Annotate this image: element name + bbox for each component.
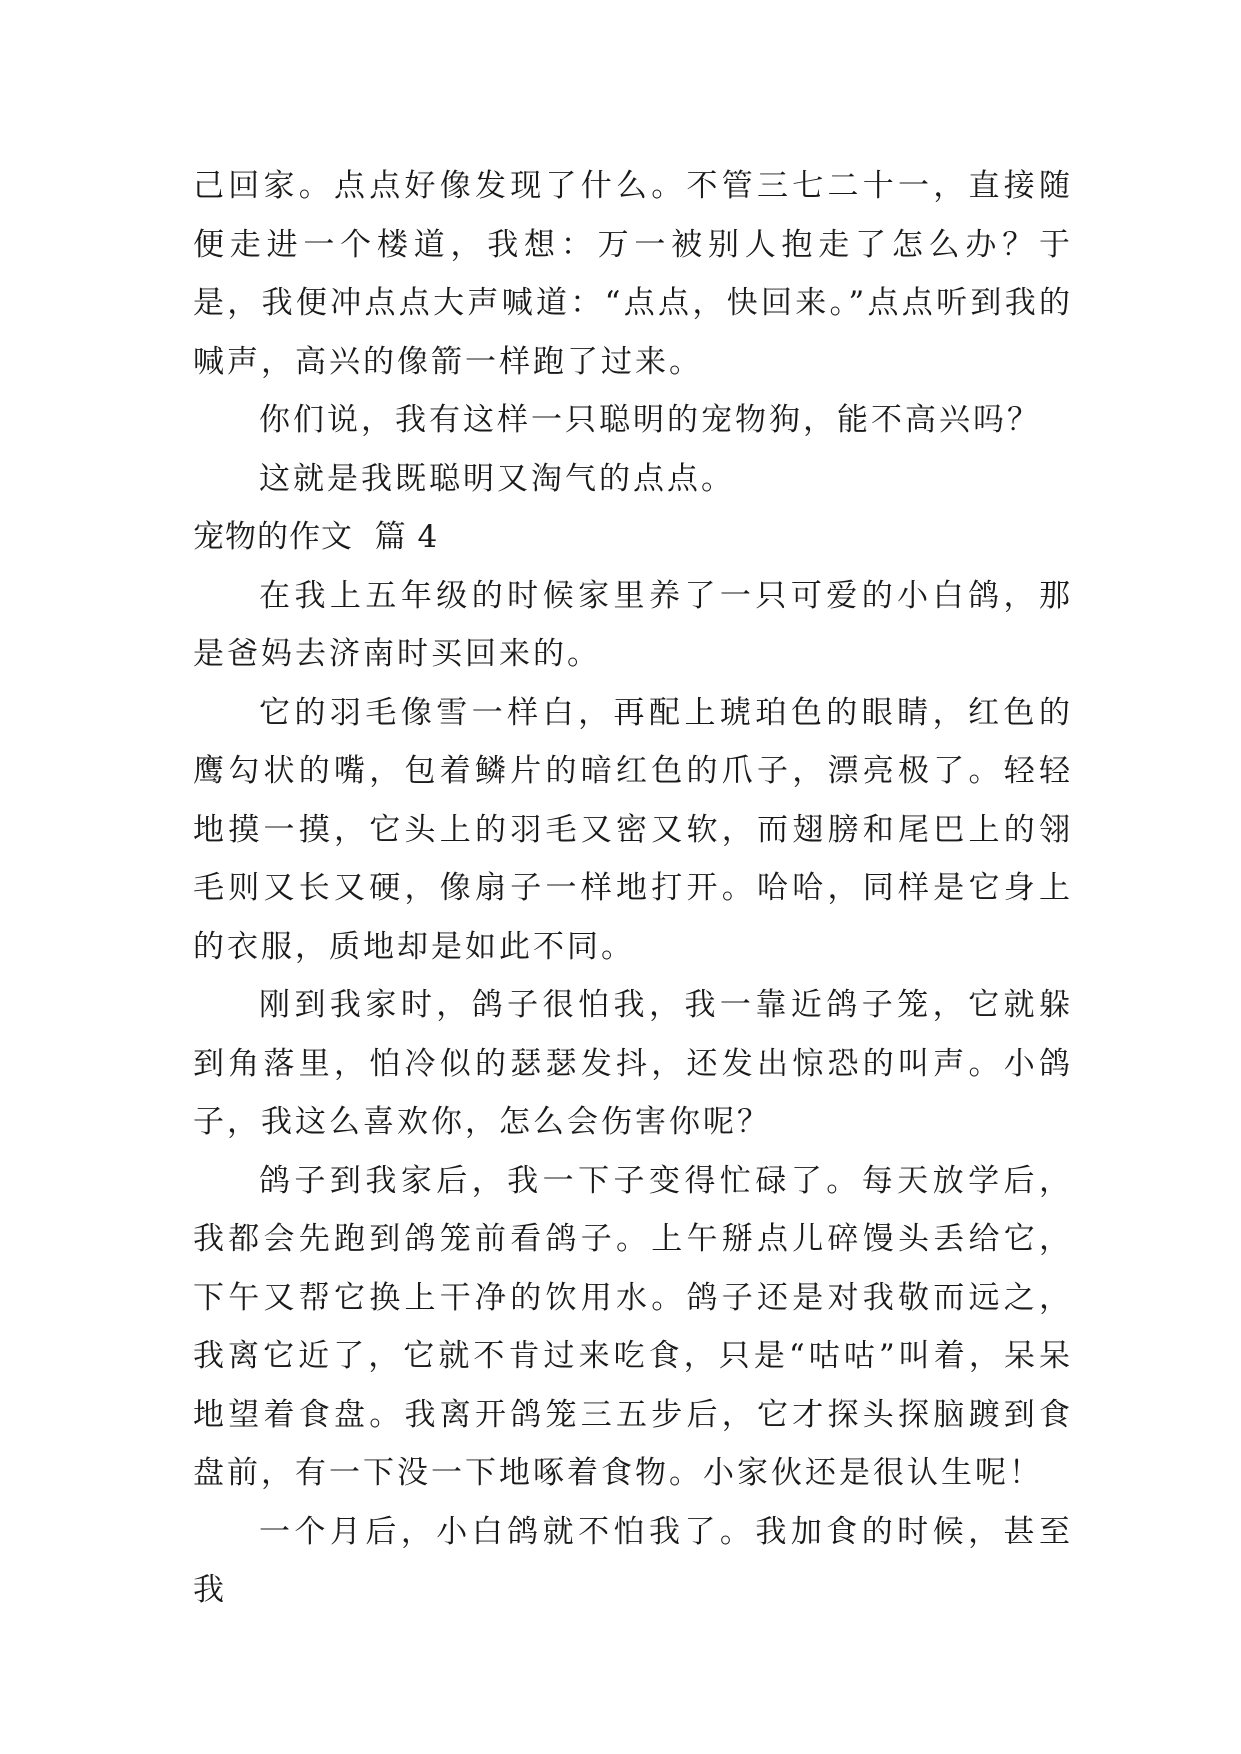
paragraph: 刚到我家时，鸽子很怕我，我一靠近鸽子笼，它就躲到角落里，怕冷似的瑟瑟发抖，还发出惊恐的叫声。小鸽子，我这么喜欢你，怎么会伤害你呢？ (193, 987, 1073, 1140)
paragraph-continuation: 己回家。点点好像发现了什么。不管三七二十一，直接随便走进一个楼道，我想：万一被别人抱走了怎么办？于是，我便冲点点大声喊道：“点点，快回来。”点点听到我的喊声，高兴的像箭一样跑了过来。 (193, 168, 1073, 380)
paragraph: 它的羽毛像雪一样白，再配上琥珀色的眼睛，红色的鹰勾状的嘴，包着鳞片的暗红色的爪子，漂亮极了。轻轻地摸一摸，它头上的羽毛又密又软，而翅膀和尾巴上的翎毛则又长又硬，像扇子一样地打开。哈哈，同样是它身上的衣服，质地却是如此不同。 (193, 694, 1073, 965)
paragraph: 这就是我既聪明又淘气的点点。 (259, 460, 735, 497)
paragraph: 你们说，我有这样一只聪明的宠物狗，能不高兴吗？ (259, 402, 1041, 438)
paragraph: 鸽子到我家后，我一下子变得忙碌了。每天放学后，我都会先跑到鸽笼前看鸽子。上午掰点儿碎馒头丢给它，下午又帮它换上干净的饮用水。鸽子还是对我敬而远之，我离它近了，它就不肯过来吃食，只是“咕咕”叫着，呆呆地望着食盘。我离开鸽笼三五步后，它才探头探脑踱到食盘前，有一下没一下地啄着食物。小家伙还是很认生呢！ (193, 1162, 1073, 1491)
document-body (193, 157, 1073, 1620)
paragraph: 在我上五年级的时候家里养了一只可爱的小白鸽，那是爸妈去济南时买回来的。 (193, 577, 1073, 672)
section-heading: 宠物的作文 篇 4 (193, 519, 439, 555)
paragraph: 一个月后，小白鸽就不怕我了。我加食的时候，甚至我 (193, 1513, 1073, 1608)
